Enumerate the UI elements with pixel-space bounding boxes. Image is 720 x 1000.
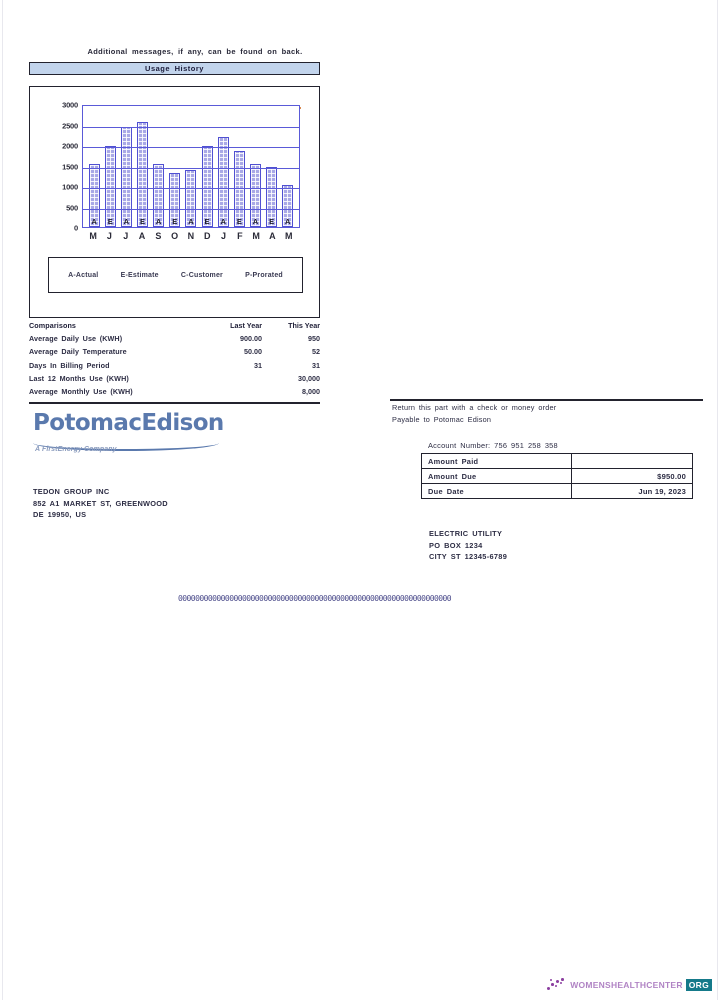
chart-legend-item: A-Actual: [68, 271, 99, 279]
chart-bar-read-code: A: [220, 216, 226, 226]
chart-plot-area: [82, 105, 300, 228]
comparison-row-this-year: 950: [308, 334, 320, 344]
usage-history-title: Usage History: [145, 64, 204, 73]
stub-separator: [390, 399, 703, 401]
comparison-row-label: Average Daily Temperature: [29, 347, 127, 357]
customer-address-line: 852 A1 MARKET ST, GREENWOOD: [33, 498, 168, 508]
additional-messages-note: Additional messages, if any, can be found on back.: [87, 47, 303, 56]
chart-x-tick: S: [155, 231, 162, 241]
chart-bar-read-code: A: [91, 216, 97, 226]
comparison-row-label: Days In Billing Period: [29, 360, 110, 370]
chart-gridline: [83, 209, 299, 210]
chart-bar-read-code: A: [188, 216, 194, 226]
chart-x-tick: A: [138, 231, 146, 241]
logo-wordmark: PotomacEdison: [33, 410, 224, 436]
account-number-line: [428, 441, 558, 450]
chart-y-tick: 1000: [62, 182, 78, 192]
chart-bar: [153, 164, 164, 227]
payment-row-label: Amount Due: [422, 469, 572, 483]
comparison-row-label: Average Monthly Use (KWH): [29, 386, 133, 396]
potomac-edison-logo: [33, 412, 233, 458]
chart-bar: [202, 146, 213, 227]
payment-table: [421, 453, 693, 499]
chart-x-tick: J: [106, 231, 112, 241]
chart-bar-read-code: E: [107, 216, 113, 226]
return-stub-note-line: Payable to Potomac Edison: [392, 415, 492, 424]
customer-address-line: DE 19950, US: [33, 510, 87, 520]
remittance-address-line: PO BOX 1234: [429, 540, 483, 550]
chart-x-tick: J: [123, 231, 129, 241]
chart-x-tick: D: [203, 231, 211, 241]
payment-table-row: [422, 454, 692, 469]
usage-history-banner: [29, 62, 320, 75]
remittance-address-line: ELECTRIC UTILITY: [429, 529, 503, 538]
footer-site-name: WOMENSHEALTHCENTER: [570, 980, 683, 990]
chart-gridline: [83, 168, 299, 169]
payment-row-value: Jun 19, 2023: [638, 486, 686, 496]
comparison-row-label: Average Daily Use (KWH): [29, 334, 123, 344]
chart-bar-read-code: A: [285, 216, 291, 226]
chart-plot-wrapper: [54, 100, 304, 255]
comparison-row-last-year: 31: [254, 360, 262, 370]
account-number-value: 756 951 258 358: [494, 441, 558, 450]
chart-x-tick: M: [252, 231, 260, 241]
account-number-label: Account Number:: [428, 441, 491, 450]
comparison-row-this-year: 8,000: [302, 386, 320, 396]
payment-row-value: $950.00: [657, 471, 686, 481]
usage-history-chart: [29, 86, 320, 318]
chart-bar-read-code: A: [155, 216, 162, 226]
chart-y-tick: 3000: [62, 100, 78, 110]
chart-bar-read-code: A: [123, 216, 130, 226]
chart-bar: [218, 137, 229, 227]
chart-x-axis: [82, 231, 300, 241]
chart-x-tick: N: [187, 231, 195, 241]
chart-bar: [282, 185, 293, 227]
chart-gridline: [83, 127, 299, 128]
chart-x-tick: A: [269, 231, 276, 241]
chart-bar: [250, 164, 261, 227]
payment-table-row: [422, 469, 692, 484]
chart-bar: [137, 122, 148, 227]
chart-y-tick: 0: [74, 223, 78, 233]
comparison-row-this-year: 52: [312, 347, 320, 357]
chart-legend-item: P-Prorated: [245, 271, 283, 279]
chart-bar-read-code: E: [204, 216, 210, 226]
chart-gridline: [83, 147, 299, 148]
comparison-header-row: [29, 321, 320, 334]
chart-bar-read-code: E: [269, 216, 275, 226]
comparison-row-last-year: 50.00: [244, 347, 262, 357]
remittance-address-line: CITY ST 12345-6789: [429, 552, 508, 562]
chart-bar: [185, 170, 196, 227]
chart-y-tick: 500: [66, 203, 78, 212]
payment-row-label: Amount Paid: [422, 454, 572, 468]
chart-bar: [266, 167, 277, 227]
comparison-row-this-year: 31: [312, 360, 320, 370]
chart-y-tick: 2500: [62, 121, 78, 130]
chart-bar: [89, 164, 100, 227]
chart-x-tick: J: [221, 231, 227, 241]
logo-tagline: A FirstEnergy Company: [35, 446, 117, 453]
comparison-row: [29, 374, 320, 387]
chart-bar-read-code: A: [252, 216, 259, 226]
chart-y-axis: [54, 100, 80, 233]
footer-watermark: [547, 978, 712, 992]
chart-bar: [169, 173, 180, 227]
return-stub-note-line: Return this part with a check or money order: [392, 403, 557, 412]
chart-legend-item: C-Customer: [180, 271, 223, 279]
comparison-row: [29, 347, 320, 360]
remittance-address-block: [429, 528, 649, 563]
chart-y-tick: 1500: [62, 162, 78, 171]
sparkle-dots-icon: [547, 978, 567, 992]
comparison-rows: [29, 334, 320, 400]
comparison-table: [29, 321, 320, 404]
chart-legend-item: E-Estimate: [120, 271, 159, 279]
payment-row-label: Due Date: [422, 484, 572, 498]
comparison-bottom-rule: [29, 402, 320, 403]
comparison-header-this-year: This Year: [288, 321, 320, 330]
comparison-header-last-year: Last Year: [230, 321, 262, 330]
chart-legend: [48, 257, 303, 293]
chart-gridline: [83, 188, 299, 189]
comparison-row: [29, 387, 320, 400]
chart-x-tick: O: [171, 231, 179, 241]
customer-address-block: [33, 486, 263, 521]
footer-tld-badge: ORG: [686, 979, 712, 991]
chart-bar: [121, 127, 132, 227]
comparison-row-this-year: 30,000: [298, 373, 320, 383]
chart-bar-read-code: E: [236, 216, 242, 226]
chart-bar-read-code: E: [139, 216, 145, 226]
comparison-row: [29, 334, 320, 347]
customer-address-line: TEDON GROUP INC: [33, 487, 110, 496]
comparison-row-label: Last 12 Months Use (KWH): [29, 373, 129, 383]
return-stub-note: [392, 402, 692, 426]
comparison-row-last-year: 900.00: [240, 334, 262, 344]
comparison-row: [29, 361, 320, 374]
comparison-header-label: Comparisons: [29, 321, 77, 330]
ocr-scanline: 0000000000000000000000000000000000000000000000000000000000000000: [178, 594, 452, 603]
chart-x-tick: M: [284, 231, 293, 241]
page-edge-right: [717, 0, 718, 1000]
page-edge-left: [2, 0, 3, 1000]
payment-row-value[interactable]: [572, 454, 692, 468]
chart-bar-read-code: E: [172, 216, 178, 226]
chart-x-tick: F: [237, 231, 243, 241]
chart-x-tick: M: [89, 231, 97, 241]
payment-table-row: [422, 484, 692, 498]
chart-bar: [105, 146, 116, 227]
chart-y-tick: 2000: [62, 141, 78, 151]
